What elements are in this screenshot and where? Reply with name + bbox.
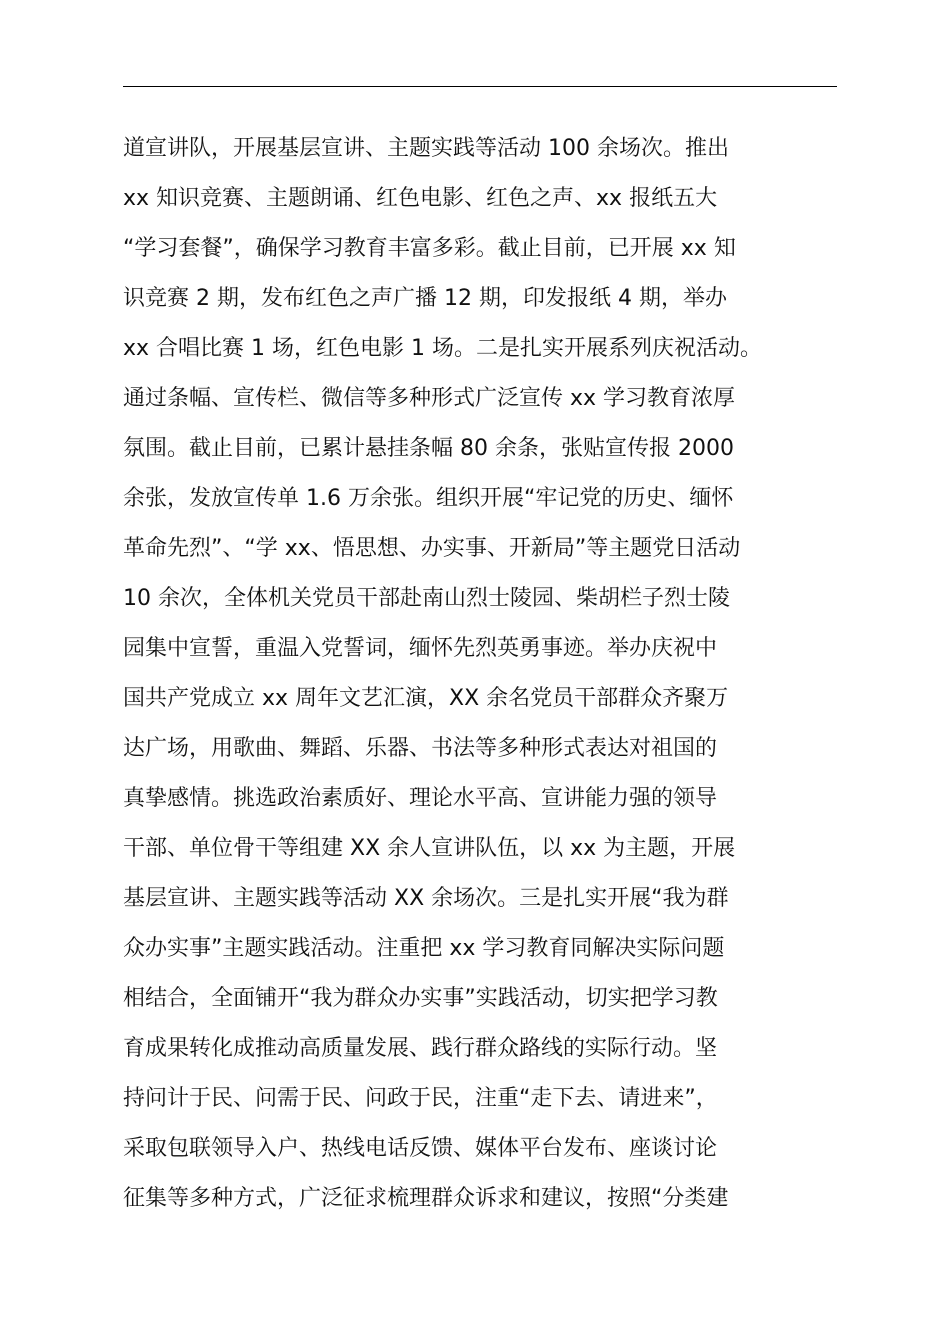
- text-line: 达广场，用歌曲、舞蹈、乐器、书法等多种形式表达对祖国的: [123, 736, 718, 761]
- text-line: 征集等多种方式，广泛征求梳理群众诉求和建议，按照“分类建: [123, 1186, 729, 1211]
- text-line: 育成果转化成推动高质量发展、践行群众路线的实际行动。坚: [123, 1036, 718, 1061]
- text-line: 革命先烈”、“学 xx、悟思想、办实事、开新局”等主题党日活动: [123, 536, 741, 561]
- body-paragraph: [123, 124, 837, 1224]
- text-line: “学习套餐”，确保学习教育丰富多彩。截止目前，已开展 xx 知: [123, 236, 736, 261]
- text-line: 相结合，全面铺开“我为群众办实事”实践活动，切实把学习教: [123, 986, 718, 1011]
- text-line: 真挚感情。挑选政治素质好、理论水平高、宣讲能力强的领导: [123, 786, 718, 811]
- text-line: 余张，发放宣传单 1.6 万余张。组织开展“牢记党的历史、缅怀: [123, 486, 734, 511]
- text-line: 众办实事”主题实践活动。注重把 xx 学习教育同解决实际问题: [123, 936, 725, 961]
- text-line: 园集中宣誓，重温入党誓词，缅怀先烈英勇事迹。举办庆祝中: [123, 636, 718, 661]
- text-line: 氛围。截止目前，已累计悬挂条幅 80 余条，张贴宣传报 2000: [123, 436, 734, 461]
- text-line: 10 余次，全体机关党员干部赴南山烈士陵园、柴胡栏子烈士陵: [123, 586, 730, 611]
- text-line: 道宣讲队，开展基层宣讲、主题实践等活动 100 余场次。推出: [123, 136, 729, 161]
- text-line: 采取包联领导入户、热线电话反馈、媒体平台发布、座谈讨论: [123, 1136, 718, 1161]
- text-line: 识竞赛 2 期，发布红色之声广播 12 期，印发报纸 4 期，举办: [123, 286, 727, 311]
- text-line: xx 合唱比赛 1 场，红色电影 1 场。二是扎实开展系列庆祝活动。: [123, 336, 763, 361]
- header-rule: [123, 86, 837, 87]
- text-line: 持问计于民、问需于民、问政于民，注重“走下去、请进来”，: [123, 1086, 718, 1111]
- text-line: 干部、单位骨干等组建 XX 余人宣讲队伍，以 xx 为主题，开展: [123, 836, 736, 861]
- text-line: 通过条幅、宣传栏、微信等多种形式广泛宣传 xx 学习教育浓厚: [123, 386, 736, 411]
- text-line: 基层宣讲、主题实践等活动 XX 余场次。三是扎实开展“我为群: [123, 886, 729, 911]
- text-line: xx 知识竞赛、主题朗诵、红色电影、红色之声、xx 报纸五大: [123, 186, 718, 211]
- text-line: 国共产党成立 xx 周年文艺汇演，XX 余名党员干部群众齐聚万: [123, 686, 729, 711]
